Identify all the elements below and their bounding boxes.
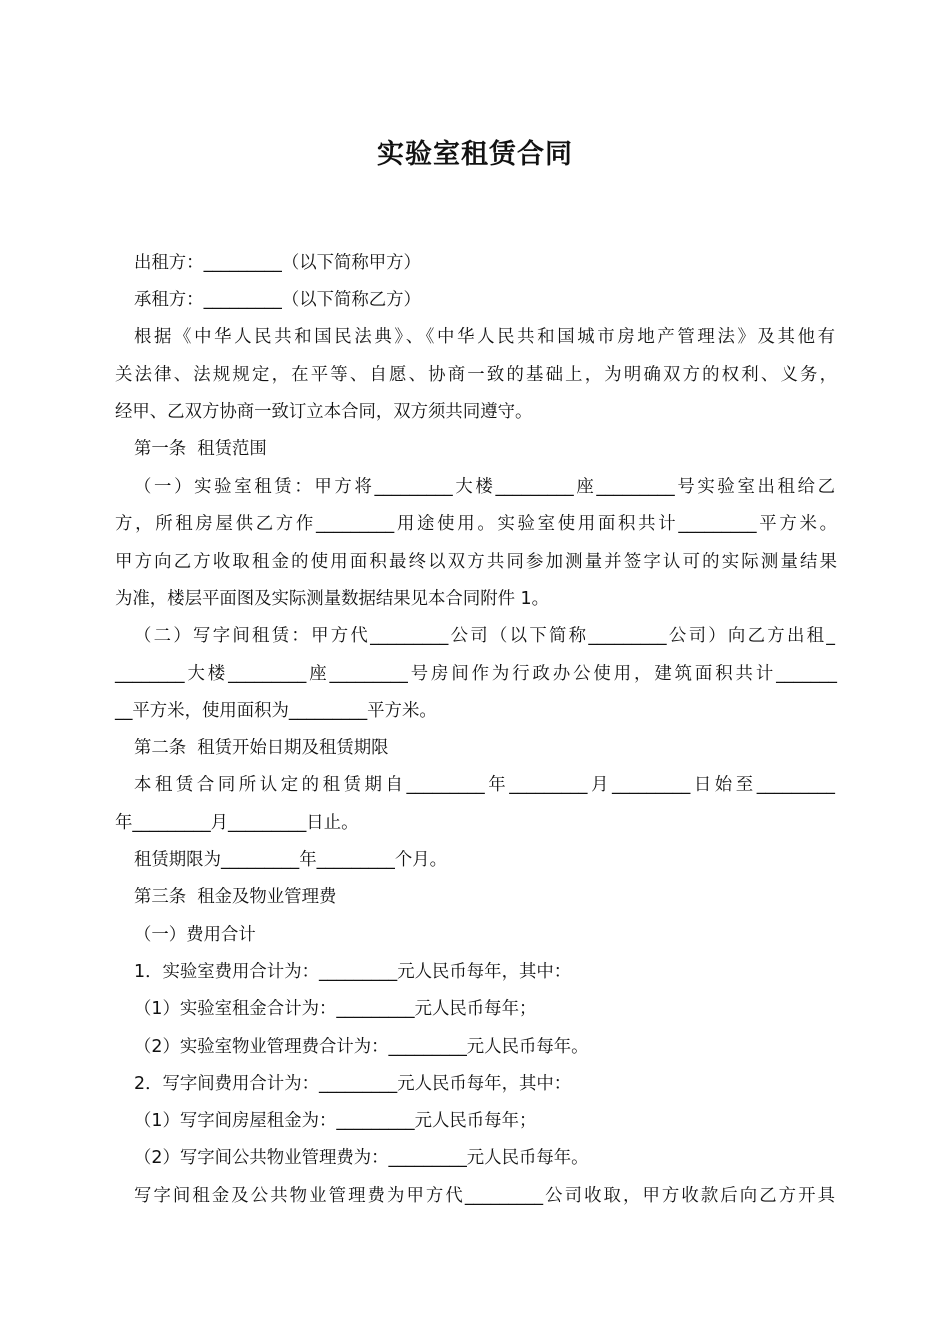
lab-property-fee-line: （2）实验室物业管理费合计为：_________元人民币每年。: [134, 1037, 589, 1057]
lessee-line: 承租方：_________（以下简称乙方）: [134, 290, 421, 310]
article-1-clause-1-line-2: 方，所租房屋供乙方作_________用途使用。实验室使用面积共计_________平方米。: [115, 514, 837, 534]
article-1-clause-1-line-3: 甲方向乙方收取租金的使用面积最终以双方共同参加测量并签字认可的实际测量结果: [115, 552, 837, 572]
article-1-clause-1-line-1: （一）实验室租赁：甲方将_________大楼_________座_________号实验室出租给乙: [134, 477, 835, 497]
article-2-line-1: 本租赁合同所认定的租赁期自_________年_________月_________日始至_________: [134, 775, 835, 795]
office-cost-total-line: 2．写字间费用合计为：_________元人民币每年，其中：: [134, 1074, 572, 1094]
office-rent-line: （1）写字间房屋租金为：_________元人民币每年；: [134, 1111, 537, 1131]
article-1-clause-2-line-3: __平方米，使用面积为_________平方米。: [115, 701, 437, 721]
document-title: 实验室租赁合同: [377, 139, 573, 170]
office-fee-collection-line: 写字间租金及公共物业管理费为甲方代_________公司收取，甲方收款后向乙方开具: [134, 1186, 835, 1206]
preamble-line-1: 根据《中华人民共和国民法典》、《中华人民共和国城市房地产管理法》及其他有: [134, 327, 835, 347]
article-3-heading: 第三条 租金及物业管理费: [134, 887, 337, 907]
article-2-line-2: 年_________月_________日止。: [115, 813, 359, 833]
article-2-heading: 第二条 租赁开始日期及租赁期限: [134, 738, 389, 758]
article-1-clause-2-line-2: ________大楼_________座_________号房间作为行政办公使用，建筑面积共计_______: [115, 664, 837, 684]
preamble-line-2: 关法律、法规规定，在平等、自愿、协商一致的基础上，为明确双方的权利、义务，: [115, 365, 837, 385]
article-3-section-1-heading: （一）费用合计: [134, 925, 256, 945]
article-1-heading: 第一条 租赁范围: [134, 439, 267, 459]
office-property-fee-line: （2）写字间公共物业管理费为：_________元人民币每年。: [134, 1148, 589, 1168]
preamble-line-3: 经甲、乙双方协商一致订立本合同，双方须共同遵守。: [115, 402, 533, 422]
lab-cost-total-line: 1．实验室费用合计为：_________元人民币每年，其中：: [134, 962, 572, 982]
article-1-clause-1-line-4: 为准，楼层平面图及实际测量数据结果见本合同附件 1。: [115, 589, 549, 609]
article-1-clause-2-line-1: （二）写字间租赁：甲方代_________公司（以下简称_________公司）向乙方出租_: [134, 626, 835, 646]
lessor-line: 出租方：_________（以下简称甲方）: [134, 253, 421, 273]
lab-rent-line: （1）实验室租金合计为：_________元人民币每年；: [134, 999, 537, 1019]
article-2-term-line: 租赁期限为_________年_________个月。: [134, 850, 448, 870]
